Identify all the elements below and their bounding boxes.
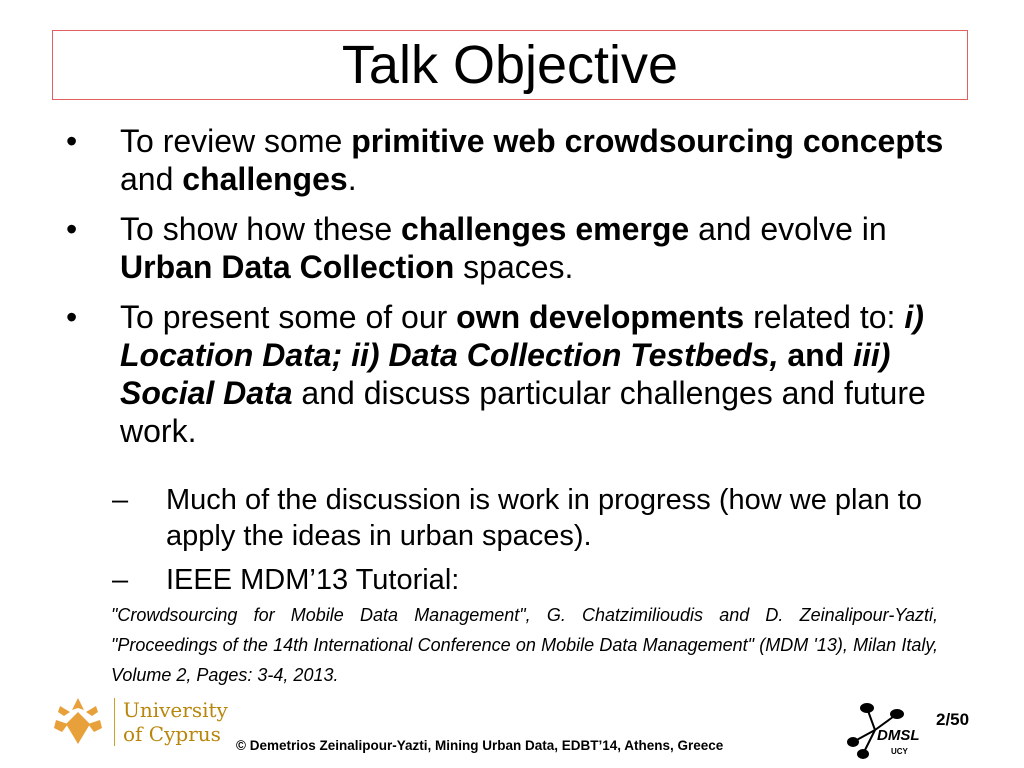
citation-text: "Crowdsourcing for Mobile Data Management", G. Chatzimilioudis and D. Zeinalipour-Yazti, "Proceedings of the 14th International Conference on Mobile Data Management" (MDM '13), Milan Italy, Volume 2, Pages: 3-4, 2013. <box>111 605 938 685</box>
sub-bullet-dash: – <box>112 564 129 596</box>
university-logo <box>50 694 228 750</box>
bullet-text-run: related to: <box>744 299 905 335</box>
bullet-item <box>56 298 956 450</box>
bullet-text-run: Urban Data Collection <box>120 249 455 285</box>
bullet-text-run: and discuss particular challenges and future work. <box>120 375 926 449</box>
bullet-text <box>120 299 926 449</box>
bullet-list <box>56 122 956 462</box>
bullet-text-run: iii) Social Data <box>120 337 891 411</box>
bullet-text <box>120 211 887 285</box>
sub-bullet-text: IEEE MDM’13 Tutorial: <box>166 564 460 596</box>
bullet-text-run: spaces. <box>454 249 574 285</box>
bullet-text-run: and <box>120 161 183 197</box>
bullet-text-run: . <box>347 161 357 197</box>
bullet-item <box>56 210 956 286</box>
bullet-text-run: and evolve in <box>689 211 887 247</box>
bullet-text-run: primitive web crowdsourcing concepts <box>351 123 944 159</box>
bullet-text <box>120 123 943 197</box>
sub-bullet <box>112 562 952 598</box>
sub-bullet-text: Much of the discussion is work in progress (how we plan to apply the ideas in urban spaces). <box>166 484 922 552</box>
bullet-text-run: own developments <box>456 299 745 335</box>
bullet-dot: • <box>66 123 78 159</box>
bullet-dot: • <box>66 211 78 247</box>
footer-credit: © Demetrios Zeinalipour-Yazti, Mining Urban Data, EDBT’14, Athens, Greece <box>236 738 724 753</box>
university-name <box>114 698 228 746</box>
page-number: 2/50 <box>936 710 970 729</box>
university-name-line1: University <box>123 698 228 722</box>
bullet-text-run: i) Location Data; ii) Data Collection Testbeds, <box>120 299 924 373</box>
bullet-dot: • <box>66 299 78 335</box>
bullet-item <box>56 122 956 198</box>
bullet-text-run: To review some <box>120 123 352 159</box>
bullet-text-run: To present some of our <box>120 299 457 335</box>
university-emblem-icon <box>50 694 106 750</box>
bullet-text-run: and <box>778 337 854 373</box>
university-name-line2: of Cyprus <box>123 722 221 746</box>
sub-bullet-dash: – <box>112 484 129 516</box>
sub-bullet <box>112 482 952 554</box>
bullet-text-run: challenges <box>182 161 348 197</box>
bullet-text-run: To show how these <box>120 211 402 247</box>
dmsl-logo-subtext: UCY <box>891 747 908 756</box>
dmsl-logo-icon <box>845 700 931 760</box>
slide-title: Talk Objective <box>341 35 679 95</box>
title-box <box>52 30 968 100</box>
bullet-text-run: challenges emerge <box>401 211 690 247</box>
dmsl-logo-text: DMSL <box>877 727 920 744</box>
